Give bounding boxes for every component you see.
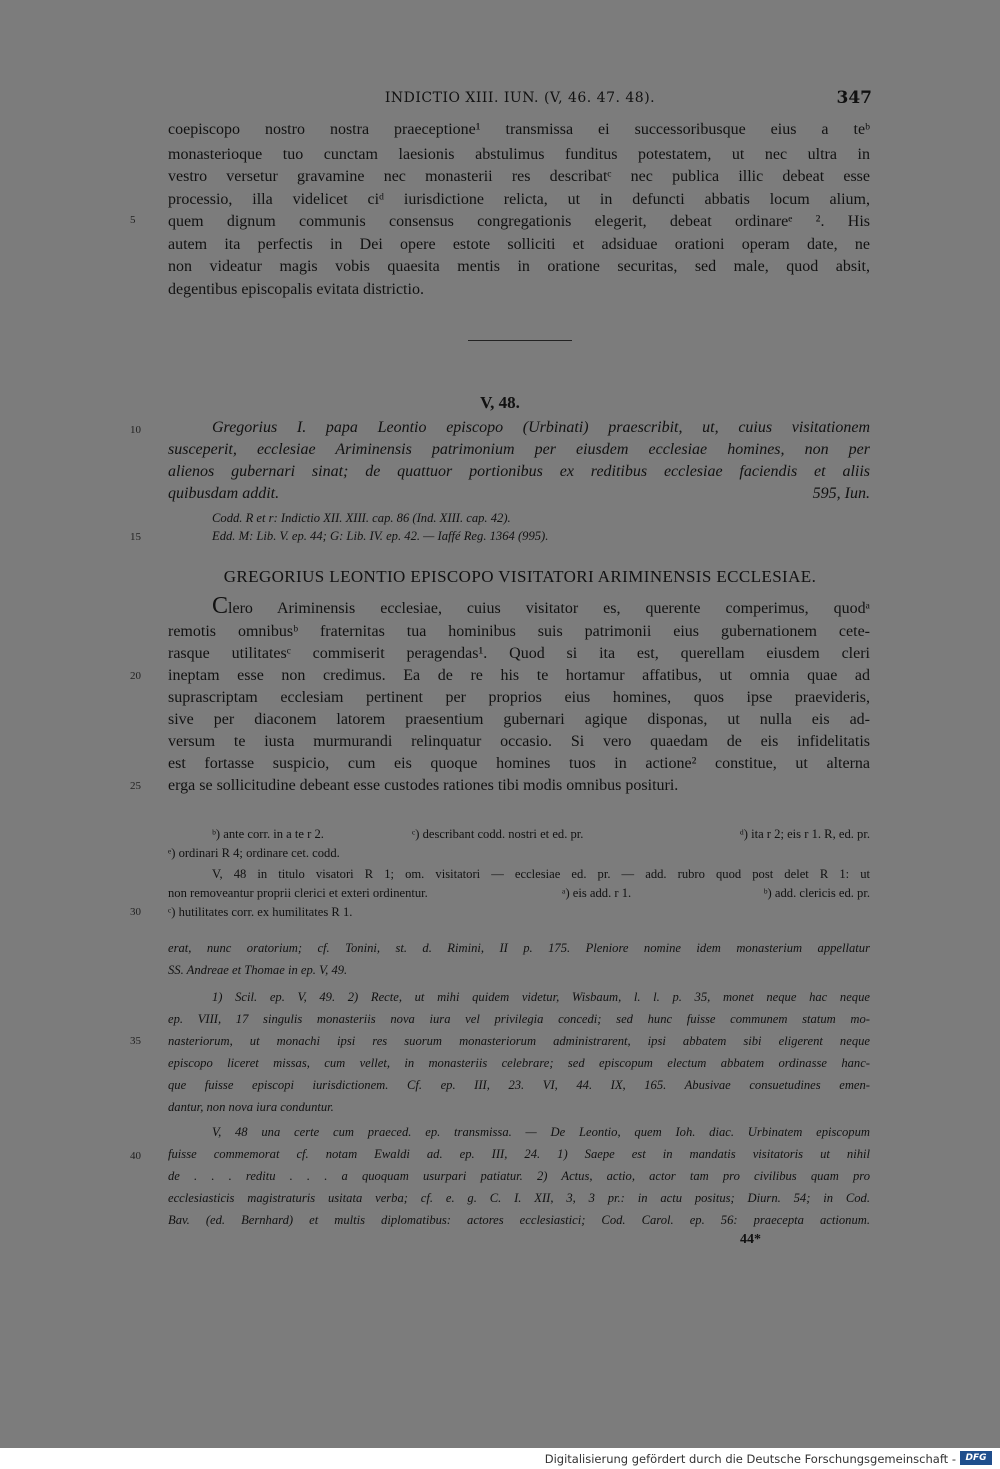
note-line: 1) Scil. ep. V, 49. 2) Recte, ut mihi quidem videtur, Wisbaum, l. l. p. 35, monet neque hac neque xyxy=(212,990,870,1004)
apparatus-entry: ᵇ) add. clericis ed. pr. xyxy=(763,886,870,900)
note-line: episcopo liceret missas, cum vellet, in monasteriis celebrare; sed episcopum electum abbatem ordinasse hanc- xyxy=(168,1056,870,1070)
signature-mark: 44* xyxy=(740,1232,761,1247)
line-number: 10 xyxy=(130,424,141,436)
apparatus-entry: non removeantur proprii clerici et exteri ordinentur. xyxy=(168,886,428,900)
body-line: vestro versetur gravamine nec monasterii res describatᶜ nec publica illic debeat esse xyxy=(168,168,870,185)
letter-line: remotis omnibusᵇ fraternitas tua hominibus suis patrimonii eius gubernationem cete- xyxy=(168,623,870,640)
drop-capital: C xyxy=(212,593,229,619)
running-title: INDICTIO XIII. IUN. (V, 46. 47. 48). xyxy=(384,90,656,106)
line-number: 5 xyxy=(130,214,136,226)
body-line: coepiscopo nostro nostra praeceptione¹ transmissa ei successoribusque eius a teᵇ xyxy=(168,121,870,138)
line-number: 40 xyxy=(130,1150,141,1162)
editions-line: Edd. M: Lib. V. ep. 44; G: Lib. IV. ep. 42. — Iaffé Reg. 1364 (995). xyxy=(212,529,549,543)
summary-date: 595, Iun. xyxy=(812,485,870,502)
summary-line: quibusdam addit. xyxy=(168,485,280,502)
note-line: dantur, non nova iura conduntur. xyxy=(168,1100,334,1114)
note-line: ep. VIII, 17 singulis monasteriis nova iura vel privilegia concedi; sed hunc fuisse communem statum mo- xyxy=(168,1012,870,1026)
apparatus-entry: ᵈ) ita r 2; eis r 1. R, ed. pr. xyxy=(739,827,870,841)
body-line: processio, illa videlicet ciᵈ iurisdictione relicta, ut in defuncti abbatis locum alium, xyxy=(168,191,870,208)
line-number: 25 xyxy=(130,780,141,792)
note-line: de . . . reditu . . . a quoquam usurpari patiatur. 2) Actus, actio, actor tam pro civilibus quam pro xyxy=(168,1169,870,1183)
letter-line: est fortasse suspicio, cum eis quoque homines tuos in actione² constitue, ut alterna xyxy=(168,755,870,772)
body-line: non videatur magis vobis quaesita mentis in oratione securitas, sed male, quod absit, xyxy=(168,258,870,275)
dfg-logo: DFG xyxy=(960,1451,992,1465)
body-line: degentibus episcopalis evitata districtio. xyxy=(168,281,424,298)
apparatus-entry: ᵇ) ante corr. in a te r 2. xyxy=(212,827,324,841)
funding-credit: Digitalisierung gefördert durch die Deutsche Forschungsgemeinschaft - xyxy=(544,1452,956,1466)
document-number: V, 48. xyxy=(480,393,520,412)
body-line: monasterioque tuo cunctam laesionis abstulimus funditus potestatem, ut nec ultra in xyxy=(168,146,870,163)
letter-first-text: lero Ariminensis ecclesiae, cuius visitator es, querente comperimus, quodᵃ xyxy=(228,600,870,617)
apparatus-entry: ᵉ) ordinari R 4; ordinare cet. codd. xyxy=(168,846,340,860)
line-number: 30 xyxy=(130,906,141,918)
note-line: nasteriorum, ut monachi ipsi res suorum monasteriorum administrarent, ipsi abbatem sibi eligerent neque xyxy=(168,1034,870,1048)
summary-line: alienos gubernari sinat; de quattuor portionibus ex reditibus ecclesiae faciendis et aliis xyxy=(168,463,870,480)
summary-line: susceperit, ecclesiae Ariminensis patrimonium per eiusdem ecclesiae homines, non per xyxy=(168,441,870,458)
letter-line: erga se sollicitudine debeant esse custodes rationes tibi modis omnibus posituri. xyxy=(168,777,679,794)
letter-line: sive per diaconem latorem praesentium gubernari agique disponas, ut nulla eis ad- xyxy=(168,711,870,728)
note-line: ecclesiasticis magistraturis usitata verba; cf. e. g. C. I. XII, 3, 3 pr.: in actu positus; Diurn. 54; in Cod. xyxy=(168,1191,870,1205)
note-line: erat, nunc oratorium; cf. Tonini, st. d. Rimini, II p. 175. Pleniore nomine idem monasterium appellatur xyxy=(168,941,870,955)
line-number: 35 xyxy=(130,1035,141,1047)
letter-line: versum te iusta murmurandi relinquatur occasio. Si vero quaedam de eis infidelitatis xyxy=(168,733,870,750)
line-number: 20 xyxy=(130,670,141,682)
note-line: SS. Andreae et Thomae in ep. V, 49. xyxy=(168,963,348,977)
apparatus-entry: ᶜ) describant codd. nostri et ed. pr. xyxy=(412,827,584,841)
apparatus-entry: V, 48 in titulo visatori R 1; om. visitatori — ecclesiae ed. pr. — add. rubro quod post delet R 1: ut xyxy=(212,867,870,881)
letter-first-line xyxy=(212,593,870,619)
apparatus-entry: ᶜ) hutilitates corr. ex humilitates R 1. xyxy=(168,905,353,919)
note-line: que fuisse episcopi iurisdictionem. Cf. ep. III, 23. VI, 44. IX, 165. Abusivae consuetudines emen- xyxy=(168,1078,870,1092)
footer-bar xyxy=(0,1448,1000,1469)
body-line: quem dignum communis consensus congregationis elegerit, debeat ordinareᵉ ². His xyxy=(168,213,870,230)
note-line: V, 48 una certe cum praeced. ep. transmissa. — De Leontio, quem Ioh. diac. Urbinatem episcopum xyxy=(212,1125,870,1139)
summary-line: Gregorius I. papa Leontio episcopo (Urbinati) praescribit, ut, cuius visitationem xyxy=(212,419,870,436)
running-head xyxy=(168,88,872,110)
page-number: 347 xyxy=(836,88,872,108)
body-line: autem ita perfectis in Dei opere estote solliciti et adsiduae orationi operam date, ne xyxy=(168,236,870,253)
letter-line: rasque utilitatesᶜ commiserit peragendas¹. Quod si ita est, querellam eiusdem cleri xyxy=(168,645,870,662)
letter-line: suprascriptam ecclesiam pertinent per proprios eius homines, quos ipse praevideris, xyxy=(168,689,870,706)
line-number: 15 xyxy=(130,531,141,543)
apparatus-entry: ᵃ) eis add. r 1. xyxy=(562,886,632,900)
note-line: Bav. (ed. Bernhard) et multis diplomatibus: actores ecclesiastici; Cod. Carol. ep. 56: praecepta actionum. xyxy=(168,1213,870,1227)
section-divider xyxy=(468,340,572,341)
letter-heading: GREGORIUS LEONTIO EPISCOPO VISITATORI ARIMINENSIS ECCLESIAE. xyxy=(223,567,817,586)
letter-line: ineptam esse non credimus. Ea de re his te hortamur affatibus, ut omnia quae ad xyxy=(168,667,870,684)
codices-line: Codd. R et r: Indictio XII. XIII. cap. 86 (Ind. XIII. cap. 42). xyxy=(212,511,511,525)
note-line: fuisse commemorat cf. notam Ewaldi ad. ep. III, 24. 1) Saepe est in mandatis visitatoris ut nihil xyxy=(168,1147,870,1161)
